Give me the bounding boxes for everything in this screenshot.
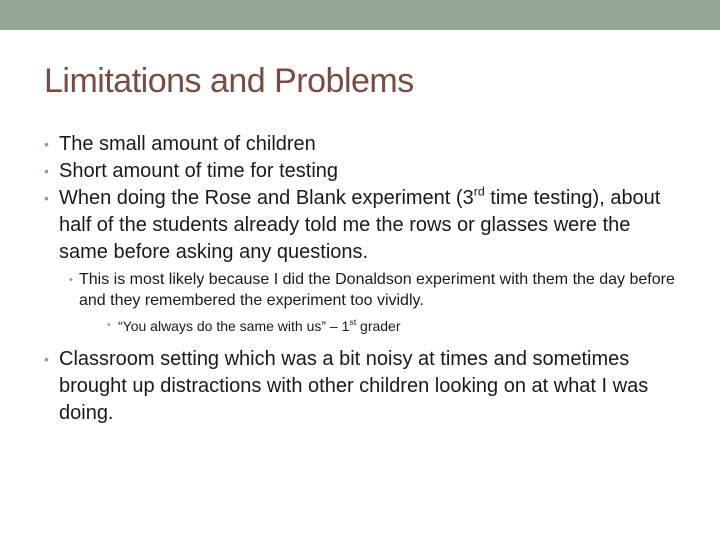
- bullet-text: Classroom setting which was a bit noisy at times and sometimes brought up distractions with other children looking on at what I was doing.: [59, 348, 649, 424]
- bullet-dot-icon: •: [44, 136, 49, 152]
- bullet-text: Short amount of time for testing: [59, 160, 339, 182]
- bullet-dot-icon: •: [69, 274, 73, 286]
- quote-text-part2: grader: [356, 318, 401, 334]
- bullet-dot-icon: •: [44, 163, 49, 179]
- bullet-rose-blank-experiment: [44, 185, 684, 266]
- bullet-short-time-testing: [44, 158, 684, 185]
- bullet-dot-icon: •: [107, 320, 111, 331]
- bullet-text: The small amount of children: [59, 133, 316, 155]
- bullet-text-part1: When doing the Rose and Blank experiment (3: [59, 187, 474, 209]
- ordinal-suffix: rd: [473, 184, 485, 199]
- quote-text-part1: “You always do the same with us” – 1: [118, 318, 350, 334]
- top-accent-bar: [0, 0, 720, 30]
- bullet-dot-icon: •: [44, 351, 49, 367]
- ordinal-suffix: st: [349, 316, 357, 327]
- slide-title: Limitations and Problems: [44, 62, 414, 100]
- bullet-dot-icon: •: [44, 190, 49, 206]
- bullet-small-amount-children: [44, 131, 684, 158]
- bullet-classroom-setting: [44, 346, 684, 427]
- bullet-text-part2: time testing), about half of the students already told me the rows or glasses were the same before asking any questions.: [59, 187, 661, 263]
- slide-body: [44, 131, 684, 427]
- sub-sub-bullet-quote: [107, 316, 684, 335]
- sub-bullet-text: This is most likely because I did the Donaldson experiment with them the day before and they remembered the experiment too vividly.: [79, 271, 675, 309]
- sub-bullet-donaldson-experiment: [69, 270, 684, 311]
